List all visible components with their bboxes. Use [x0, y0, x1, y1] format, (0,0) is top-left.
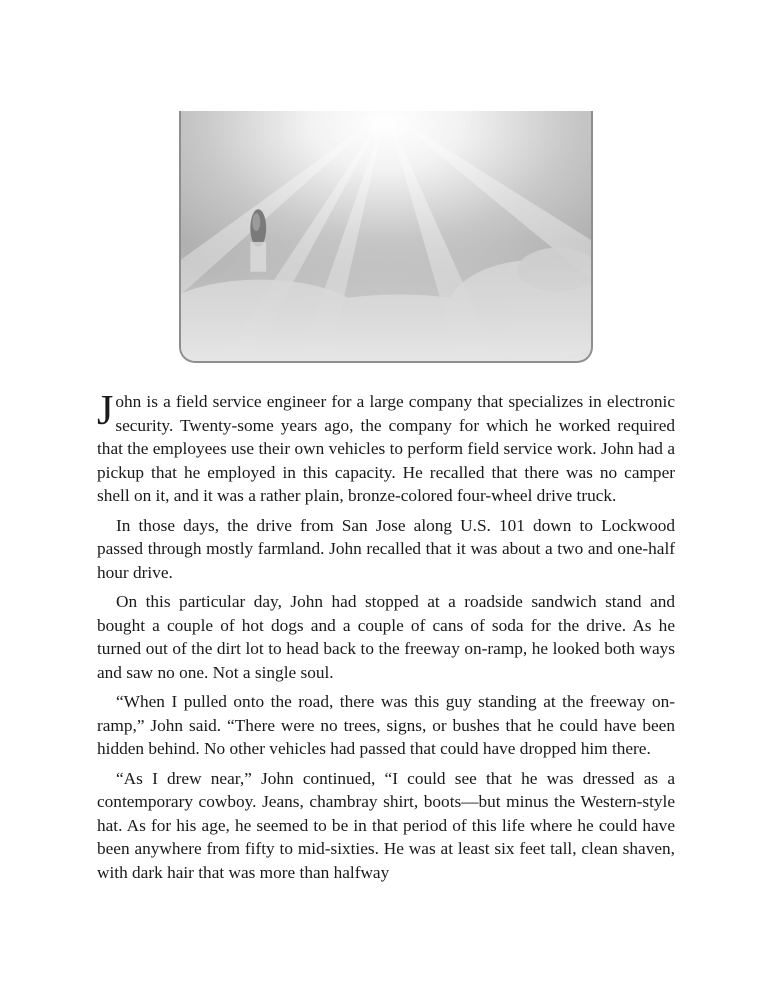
- paragraph-2: In those days, the drive from San Jose along U.S. 101 down to Lockwood passed through mostly farmland. John recalled that it was about a two and one-half hour drive.: [97, 515, 675, 582]
- paragraph-5: “As I drew near,” John continued, “I could see that he was dressed as a contemporary cowboy. Jeans, chambray shirt, boots—but minus the Western-style hat. As for his age, he seemed to be in that period of this life where he could have been anywhere from fifty to mid-sixties. He was at least six feet tall, clean shaven, with dark hair that was more than halfway: [97, 768, 675, 882]
- chapter-illustration: [179, 111, 593, 363]
- chapter-text: [97, 390, 675, 890]
- paragraph-4: “When I pulled onto the road, there was this guy standing at the freeway on-ramp,” John said. “There were no trees, signs, or bushes that he could have been hidden behind. No other vehicles had passed that could have dropped him there.: [97, 692, 675, 758]
- paragraph-3: On this particular day, John had stopped at a roadside sandwich stand and bought a couple of hot dogs and a couple of cans of soda for the drive. As he turned out of the dirt lot to head back to the freeway on-ramp, he looked both ways and saw no one. Not a single soul.: [97, 592, 675, 682]
- paragraph-1-text: ohn is a field service engineer for a large company that specializes in electronic security. Twenty-some years ago, the company for which he worked required that the employees use their own vehicles to perform field service work. John had a pickup that he employed in this capacity. He recalled that there was no camper shell on it, and it was a rather plain, bronze-colored four-wheel drive truck.: [97, 392, 675, 505]
- drop-cap: J: [97, 388, 114, 434]
- paragraph-1: [97, 390, 675, 508]
- figure-in-clouds-illustration: [181, 111, 591, 361]
